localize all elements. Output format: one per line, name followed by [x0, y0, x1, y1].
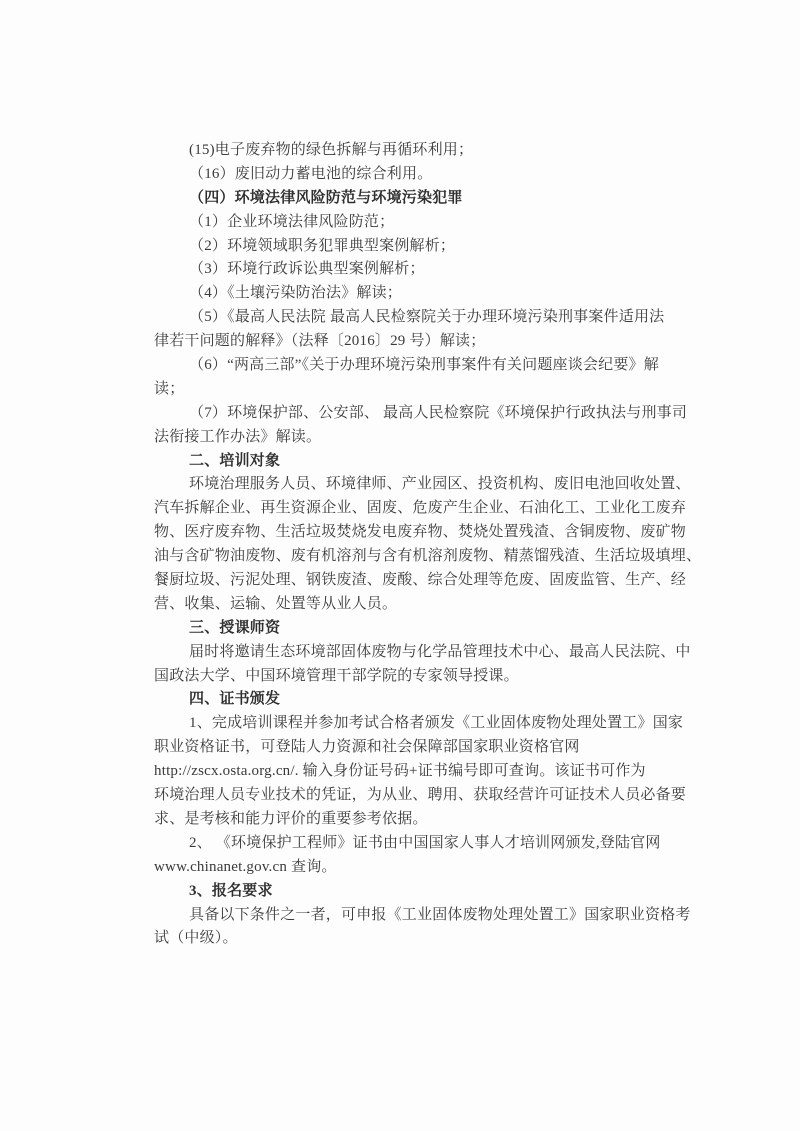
- text-line: （5）《最高人民法院 最高人民检察院关于办理环境污染刑事案件适用法: [189, 309, 665, 326]
- text-line: 律若干问题的解释》（法释〔2016〕29 号）解读；: [154, 333, 486, 350]
- text-line: 1、完成培训课程并参加考试合格者颁发《工业固体废物处理处置工》国家: [189, 715, 684, 732]
- text-line: http://zscx.osta.org.cn/. 输入身份证号码+证书编号即可查询。该证书可作为: [154, 763, 646, 780]
- text-line: 试（中级）。: [154, 930, 238, 947]
- text-block: [154, 139, 702, 951]
- text-line: 三、授课师资: [189, 619, 281, 636]
- text-line: （1）企业环境法律风险防范；: [189, 213, 395, 230]
- text-line: 环境治理人员专业技术的凭证，为从业、聘用、获取经营许可证技术人员必备要: [154, 787, 687, 804]
- text-line: 届时将邀请生态环境部固体废物与化学品管理技术中心、最高人民法院、中: [189, 643, 691, 660]
- text-line: （4）《土壤污染防治法》解读；: [189, 285, 403, 302]
- text-line: 餐厨垃圾、污泥处理、钢铁废渣、废酸、综合处理等危废、固废监管、生产、经: [154, 572, 687, 589]
- text-line: （6）“两高三部”《关于办理环境污染刑事案件有关问题座谈会纪要》解: [189, 357, 659, 374]
- text-line: （7）环境保护部、公安部、 最高人民检察院《环境保护行政执法与刑事司: [189, 404, 688, 421]
- text-line: （四）环境法律风险防范与环境污染犯罪: [189, 189, 463, 206]
- text-line: 物、医疗废弃物、生活垃圾焚烧发电废弃物、焚烧处置残渣、含铜废物、废矿物: [154, 524, 687, 541]
- text-line: 法衔接工作办法》解读。: [154, 428, 322, 445]
- text-line: （2）环境领域职务犯罪典型案例解析；: [189, 237, 456, 254]
- text-line: 读；: [154, 380, 185, 397]
- text-line: （3）环境行政诉讼典型案例解析；: [189, 261, 425, 278]
- text-line: 3、报名要求: [189, 882, 273, 899]
- text-line: 二、培训对象: [189, 452, 281, 469]
- text-line: 四、证书颁发: [189, 691, 281, 708]
- text-line: 2、 《环境保护工程师》证书由中国国家人事人才培训网颁发,登陆官网: [189, 834, 661, 851]
- text-line: 求、是考核和能力评价的重要参考依据。: [154, 810, 428, 827]
- text-line: (15)电子废弃物的绿色拆解与再循环利用；: [189, 142, 474, 158]
- text-line: 职业资格证书，可登陆人力资源和社会保障部国家职业资格官网: [154, 739, 580, 756]
- text-line: （16）废旧动力蓄电池的综合利用。: [189, 165, 433, 182]
- text-line: 具备以下条件之一者，可申报《工业固体废物处理处置工》国家职业资格考: [189, 906, 691, 923]
- text-line: 汽车拆解企业、再生资源企业、固废、危废产生企业、石油化工、工业化工废弃: [154, 500, 687, 517]
- text-line: 国政法大学、中国环境管理干部学院的专家领导授课。: [154, 667, 519, 684]
- text-line: www.chinanet.gov.cn 查询。: [154, 858, 337, 875]
- text-line: 环境治理服务人员、环境律师、产业园区、投资机构、废旧电池回收处置、: [189, 476, 691, 493]
- text-line: 油与含矿物油废物、废有机溶剂与含有机溶剂废物、精蒸馏残渣、生活垃圾填埋、: [154, 548, 702, 565]
- text-line: 营、收集、运输、处置等从业人员。: [154, 595, 398, 612]
